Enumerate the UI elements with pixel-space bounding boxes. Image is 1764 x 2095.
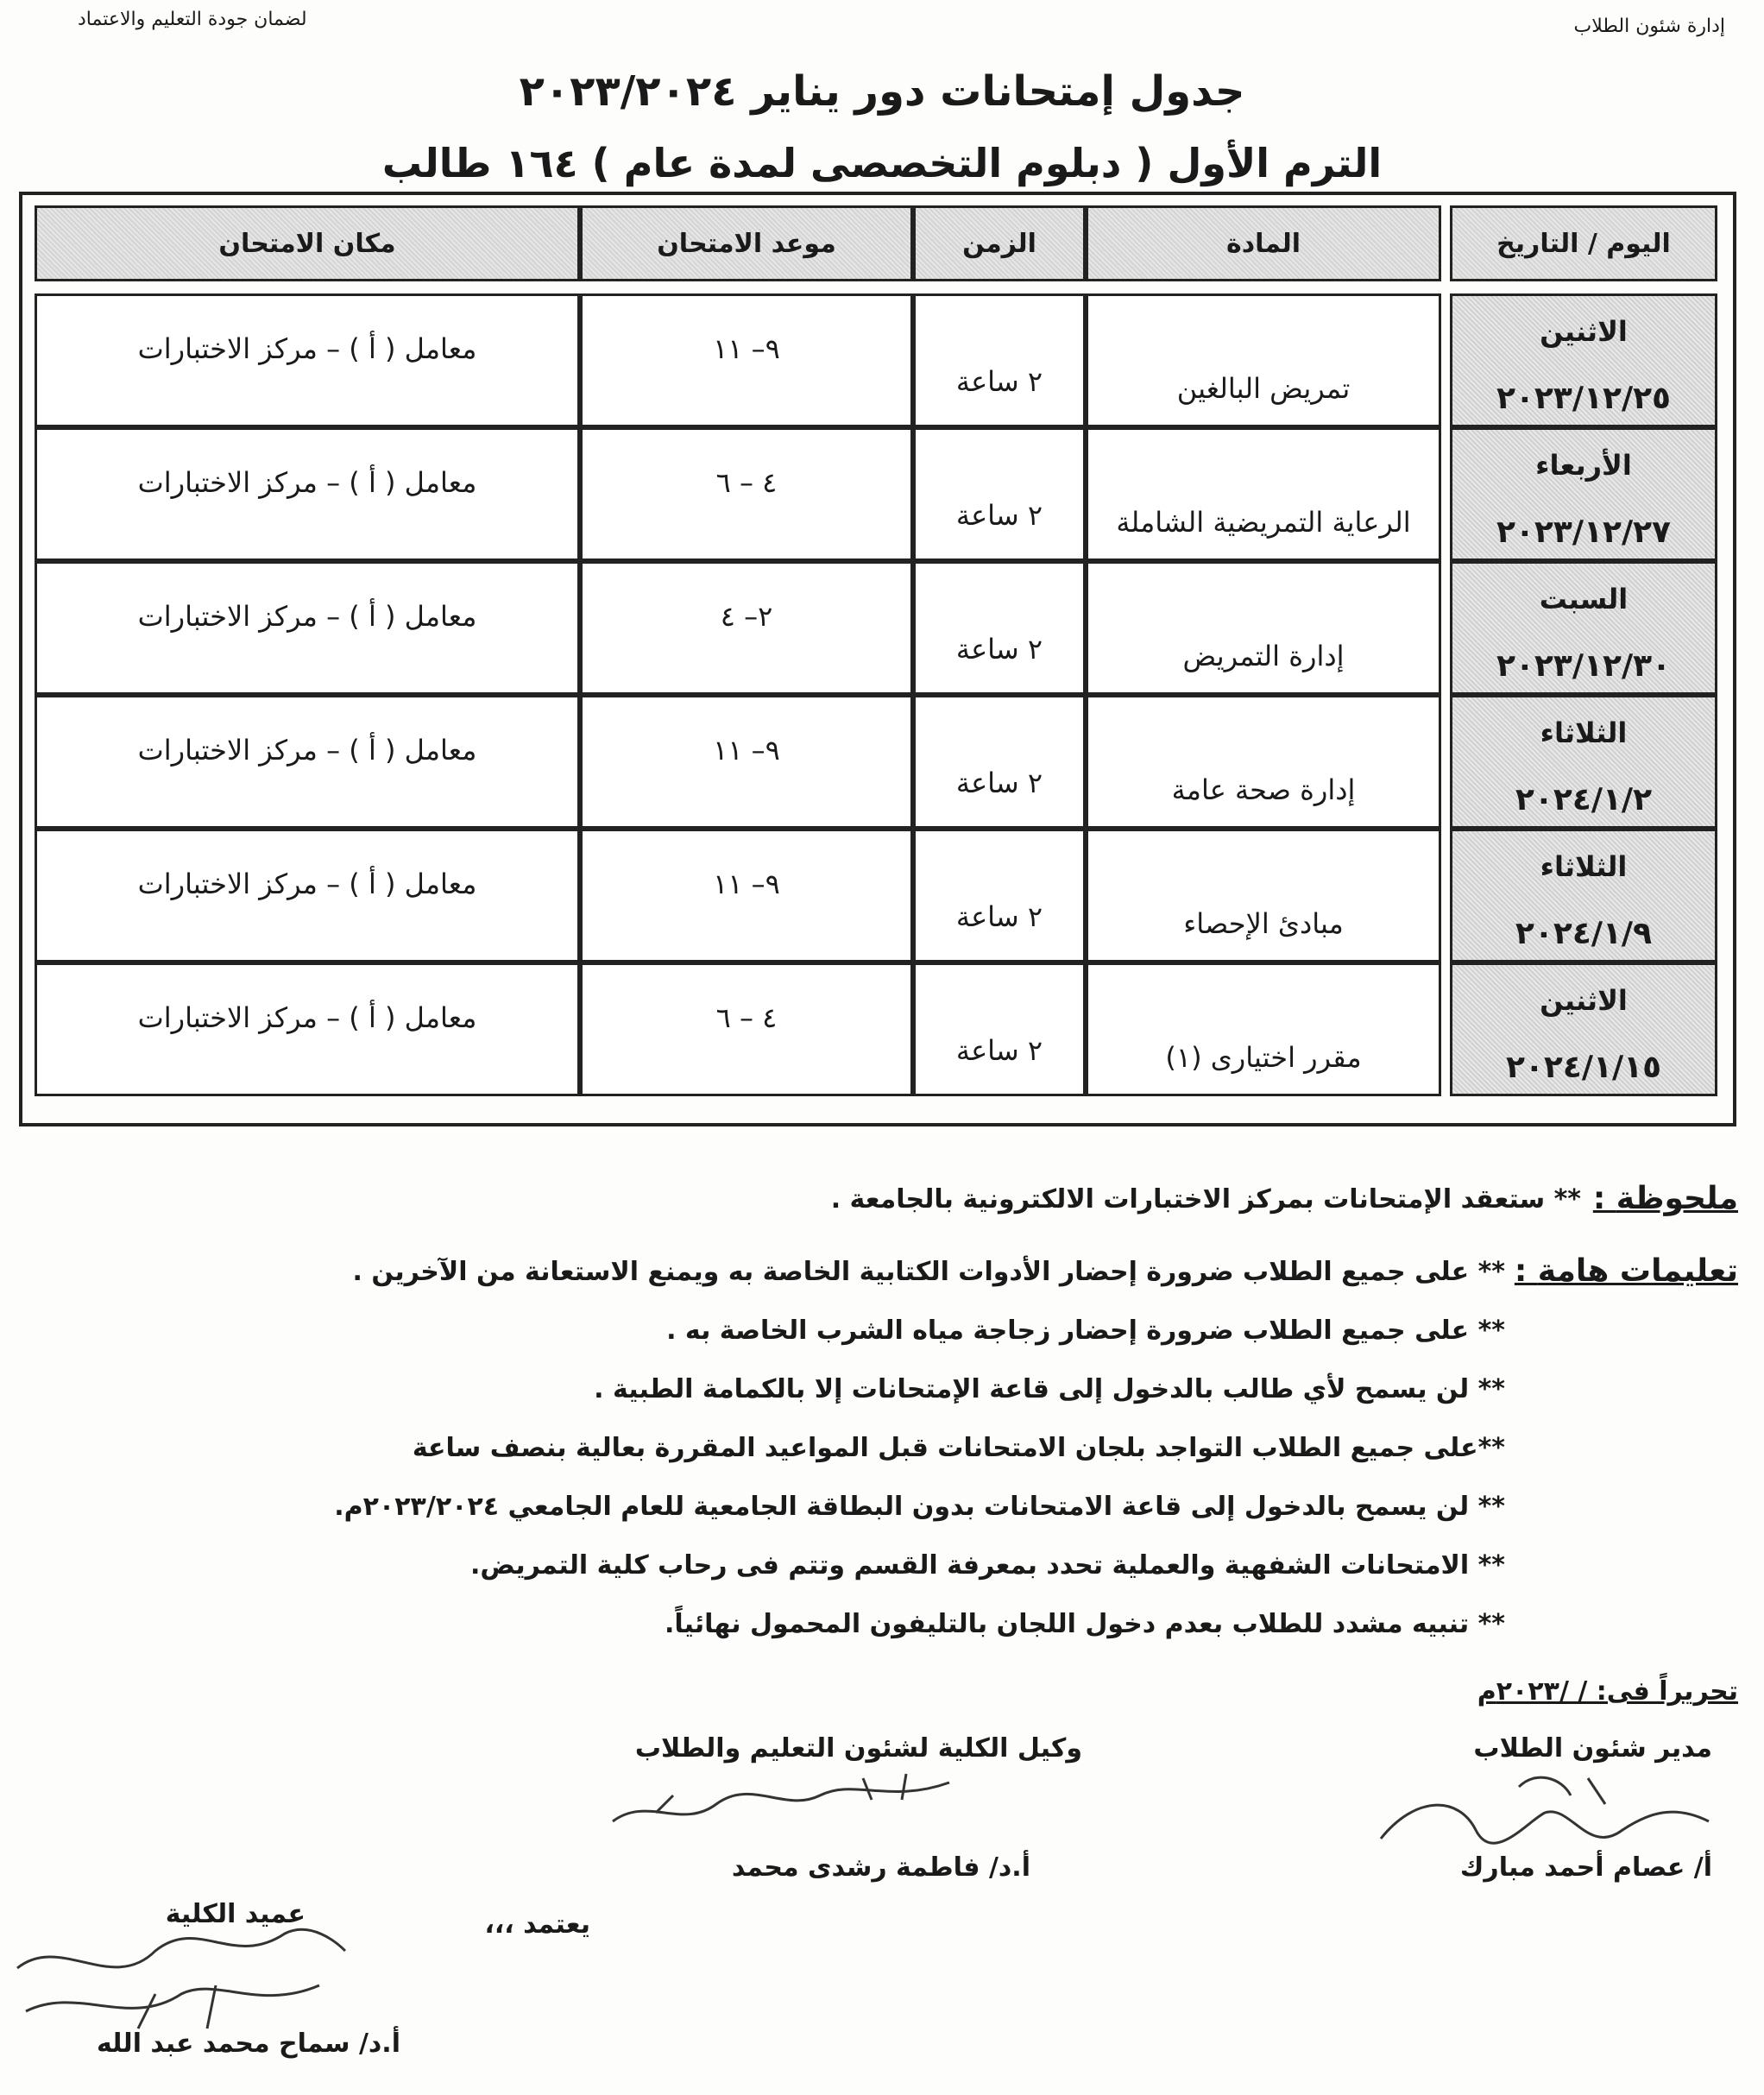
exam-date: ٢٠٢٣/١٢/٢٧ [1496, 514, 1672, 550]
exam-subject: إدارة صحة عامة [1171, 773, 1356, 806]
exam-subject-cell [1086, 293, 1441, 427]
date-cell [1450, 829, 1717, 962]
exam-duration-cell [913, 962, 1086, 1096]
instruction-item: ** الامتحانات الشفهية والعملية تحدد بمعرفة القسم وتتم فى رحاب كلية التمريض. [470, 1550, 1505, 1581]
date-cell [1450, 427, 1717, 561]
instruction-item: ** تنبيه مشدد للطلاب بعدم دخول اللجان بالتليفون المحمول نهائياً. [665, 1609, 1505, 1639]
exam-duration-cell [913, 695, 1086, 829]
exam-place: معامل ( أ ) – مركز الاختبارات [137, 734, 477, 767]
exam-duration-cell [913, 561, 1086, 695]
exam-date: ٢٠٢٣/١٢/٣٠ [1496, 648, 1672, 684]
exam-time: ٢– ٤ [720, 600, 773, 633]
header-left-text: لضمان جودة التعليم والاعتماد [78, 9, 307, 30]
exam-duration: ٢ ساعة [955, 767, 1043, 799]
exam-place: معامل ( أ ) – مركز الاختبارات [137, 600, 477, 633]
exam-day: الثلاثاء [1540, 850, 1628, 883]
col-header-duration: الزمن [913, 205, 1086, 281]
exam-time-cell [580, 293, 913, 427]
exam-day: الثلاثاء [1540, 716, 1628, 749]
exam-place-cell [35, 561, 580, 695]
instructions-label: تعليمات هامة : [1514, 1253, 1738, 1289]
exam-subject: تمريض البالغين [1176, 372, 1351, 405]
exam-duration-cell [913, 427, 1086, 561]
exam-duration: ٢ ساعة [955, 1034, 1043, 1067]
exam-time: ٤ – ٦ [715, 1001, 778, 1034]
exam-time: ٤ – ٦ [715, 466, 778, 499]
instruction-item: ** لن يسمح لأي طالب بالدخول إلى قاعة الإمتحانات إلا بالكمامة الطبية . [594, 1374, 1505, 1404]
exam-subject-cell [1086, 962, 1441, 1096]
exam-day: السبت [1539, 583, 1629, 615]
col-header-subject: المادة [1086, 205, 1441, 281]
exam-duration-cell [913, 829, 1086, 962]
exam-place-cell [35, 293, 580, 427]
exam-duration: ٢ ساعة [955, 499, 1043, 532]
page-subtitle: الترم الأول ( دبلوم التخصصى لمدة عام ) ١٦٤ طالب [381, 140, 1383, 186]
exam-place-cell [35, 829, 580, 962]
manager-signature-icon [1364, 1761, 1726, 1873]
date-cell [1450, 962, 1717, 1096]
date-cell [1450, 695, 1717, 829]
exam-time-cell [580, 962, 913, 1096]
exam-day: الاثنين [1540, 315, 1628, 348]
page-title: جدول إمتحانات دور يناير ٢٠٢٣/٢٠٢٤ [519, 67, 1245, 116]
exam-subject-cell [1086, 427, 1441, 561]
exam-subject-cell [1086, 561, 1441, 695]
exam-place-cell [35, 962, 580, 1096]
dean-title: عميد الكلية [165, 1899, 306, 1929]
exam-place: معامل ( أ ) – مركز الاختبارات [137, 466, 477, 499]
exam-subject-cell [1086, 695, 1441, 829]
header-right-text: إدارة شئون الطلاب [1573, 16, 1725, 37]
dean-signature-icon [9, 1916, 354, 2046]
exam-time-cell [580, 829, 913, 962]
col-header-place: مكان الامتحان [35, 205, 580, 281]
approved-label: يعتمد ،،، [484, 1909, 590, 1940]
exam-subject: إدارة التمريض [1182, 640, 1345, 672]
date-cell [1450, 293, 1717, 427]
exam-subject: الرعاية التمريضية الشاملة [1116, 506, 1411, 539]
exam-date: ٢٠٢٤/١/٩ [1515, 916, 1653, 951]
exam-subject: مقرر اختيارى (١) [1165, 1041, 1362, 1074]
instruction-item: ** على جميع الطلاب ضرورة إحضار زجاجة مياه الشرب الخاصة به . [666, 1316, 1505, 1346]
exam-time: ٩– ١١ [713, 734, 780, 767]
exam-time: ٩– ١١ [713, 868, 780, 900]
exam-date: ٢٠٢٤/١/٢ [1515, 782, 1653, 817]
exam-duration: ٢ ساعة [955, 900, 1043, 933]
exam-day: الأربعاء [1535, 449, 1632, 482]
exam-time-cell [580, 695, 913, 829]
manager-name: أ/ عصام أحمد مبارك [1459, 1852, 1712, 1883]
exam-place-cell [35, 695, 580, 829]
vice-dean-name: أ.د/ فاطمة رشدى محمد [731, 1852, 1030, 1883]
exam-place: معامل ( أ ) – مركز الاختبارات [137, 868, 477, 900]
instruction-item: ** لن يسمح بالدخول إلى قاعة الامتحانات بدون البطاقة الجامعية للعام الجامعي ٢٠٢٣/٢٠٢٤م. [334, 1492, 1505, 1522]
exam-time-cell [580, 427, 913, 561]
exam-place: معامل ( أ ) – مركز الاختبارات [137, 1001, 477, 1034]
exam-place: معامل ( أ ) – مركز الاختبارات [137, 332, 477, 365]
manager-title: مدير شئون الطلاب [1473, 1733, 1712, 1764]
exam-day: الاثنين [1540, 984, 1628, 1017]
vice-dean-title: وكيل الكلية لشئون التعليم والطلاب [634, 1733, 1082, 1764]
exam-place-cell [35, 427, 580, 561]
exam-time: ٩– ١١ [713, 332, 780, 365]
exam-date: ٢٠٢٣/١٢/٢٥ [1496, 381, 1672, 416]
exam-time-cell [580, 561, 913, 695]
exam-duration: ٢ ساعة [955, 633, 1043, 666]
exam-duration: ٢ ساعة [955, 365, 1043, 398]
dean-name: أ.د/ سماح محمد عبد الله [96, 2029, 400, 2059]
exam-subject-cell [1086, 829, 1441, 962]
written-date: تحريراً فى: / /٢٠٢٣م [1477, 1676, 1738, 1707]
vice-dean-signature-icon [604, 1761, 967, 1839]
exam-date: ٢٠٢٤/١/١٥ [1505, 1050, 1662, 1085]
instruction-item: ** على جميع الطلاب ضرورة إحضار الأدوات الكتابية الخاصة به ويمنع الاستعانة من الآخرين . [352, 1257, 1505, 1287]
note-text: ** ستعقد الإمتحانات بمركز الاختبارات الالكترونية بالجامعة . [830, 1184, 1581, 1215]
note-label: ملحوظة : [1592, 1181, 1738, 1216]
exam-subject: مبادئ الإحصاء [1183, 907, 1344, 940]
col-header-time: موعد الامتحان [580, 205, 913, 281]
col-header-date: اليوم / التاريخ [1450, 205, 1717, 281]
exam-duration-cell [913, 293, 1086, 427]
instruction-item: **على جميع الطلاب التواجد بلجان الامتحانات قبل المواعيد المقررة بعالية بنصف ساعة [412, 1433, 1505, 1463]
date-cell [1450, 561, 1717, 695]
